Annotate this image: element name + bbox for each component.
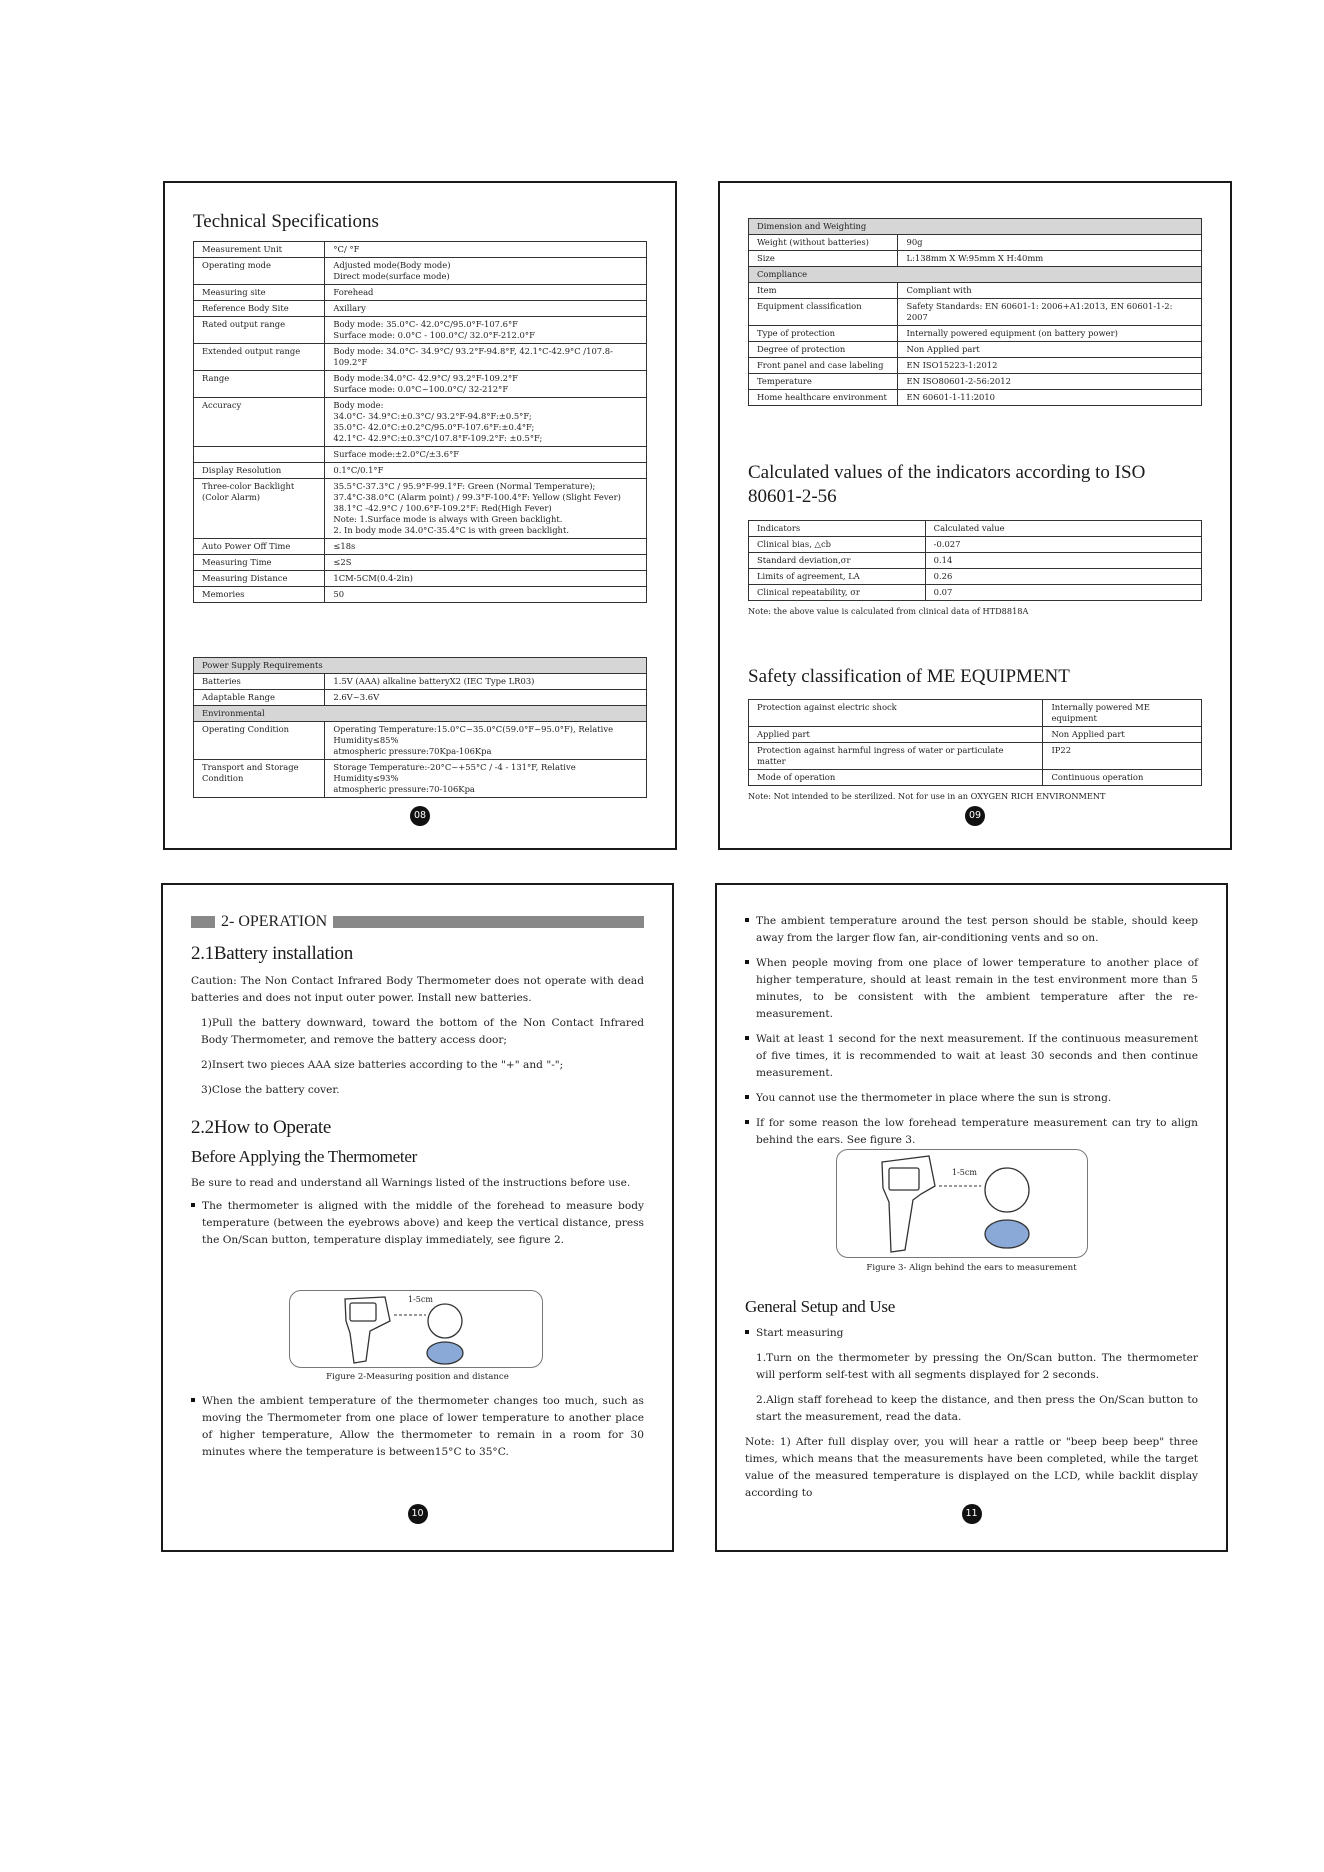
bullet-wait-measurement: Wait at least 1 second for the next measurement. If the continuous measurement of five times, it is recommended to wait at least 30 seconds and then continue measurement.: [745, 1031, 1198, 1082]
row-label-cell: Standard deviation,σr: [749, 553, 926, 569]
row-label-cell: Auto Power Off Time: [194, 539, 325, 555]
row-label-cell: Measuring Distance: [194, 571, 325, 587]
table-row: [194, 285, 647, 301]
row-value-cell: Storage Temperature:-20°C~+55°C / -4 - 131°F, Relative Humidity≤93% atmospheric pressure:70-106Kpa: [325, 760, 647, 798]
row-value-cell: 0.26: [925, 569, 1201, 585]
baby-head: [985, 1168, 1029, 1212]
table-row: [194, 242, 647, 258]
row-label-cell: Protection against electric shock: [749, 700, 1043, 727]
thermometer-shape: [882, 1156, 935, 1252]
manual-page-09: [718, 181, 1232, 850]
baby-head: [428, 1304, 462, 1338]
row-value-cell: 1.5V (AAA) alkaline batteryX2 (IEC Type LR03): [325, 674, 647, 690]
row-label-cell: Operating mode: [194, 258, 325, 285]
row-label-cell: Operating Condition: [194, 722, 325, 760]
row-value-cell: Axillary: [325, 301, 647, 317]
table-row: [194, 722, 647, 760]
row-value-cell: 1CM-5CM(0.4-2in): [325, 571, 647, 587]
chapter-bar-right: [333, 916, 644, 928]
chapter-title: 2- OPERATION: [221, 913, 328, 930]
row-label-cell: Rated output range: [194, 317, 325, 344]
table-row: [749, 235, 1202, 251]
row-value-cell: Body mode:34.0°C- 42.9°C/ 93.2°F-109.2°F Surface mode: 0.0°C~100.0°C/ 32-212°F: [325, 371, 647, 398]
table-row: [194, 398, 647, 447]
row-value-cell: °C/ °F: [325, 242, 647, 258]
bullet-start-measuring: Start measuring: [745, 1325, 1198, 1342]
table-row: [749, 283, 1202, 299]
page-number: 09: [965, 806, 985, 826]
row-value-cell: -0.027: [925, 537, 1201, 553]
row-value-cell: ≤18s: [325, 539, 647, 555]
dimension-compliance-table: [748, 218, 1202, 406]
row-label-cell: Equipment classification: [749, 299, 898, 326]
table-row: [194, 258, 647, 285]
row-label-cell: Batteries: [194, 674, 325, 690]
table-section-header: [194, 658, 647, 674]
power-environment-table: [193, 657, 647, 798]
row-value-cell: 35.5°C-37.3°C / 95.9°F-99.1°F: Green (Normal Temperature); 37.4°C-38.0°C (Alarm point) / 99.3°F-100.4°F: Yellow (Slight Fever) 38.1°C -42.9°C / 100.6°F-109.2°F: Red(High Fever) Note: 1.Surface mode is always with Green backlight. 2. In body mode 34.0°C-35.4°C is with green backlight.: [325, 479, 647, 539]
table-row: [194, 690, 647, 706]
row-value-cell: 90g: [898, 235, 1202, 251]
table-section-header: [749, 267, 1202, 283]
table-row: [194, 301, 647, 317]
row-label-cell: Accuracy: [194, 398, 325, 447]
row-value-cell: 0.1°C/0.1°F: [325, 463, 647, 479]
row-label-cell: Temperature: [749, 374, 898, 390]
section-header-cell: Power Supply Requirements: [194, 658, 647, 674]
row-value-cell: 50: [325, 587, 647, 603]
row-label-cell: Reference Body Site: [194, 301, 325, 317]
table-row: [749, 521, 1202, 537]
row-value-cell: Body mode: 34.0°C- 34.9°C:±0.3°C/ 93.2°F-94.8°F:±0.5°F; 35.0°C- 42.0°C:±0.2°C/95.0°F-107.6°F:±0.4°F; 42.1°C- 42.9°C:±0.3°C/107.8°F-109.2°F: ±0.5°F;: [325, 398, 647, 447]
distance-label: 1-5cm: [952, 1168, 977, 1177]
table-row: [749, 770, 1202, 786]
bullet-ambient-change: When the ambient temperature of the thermometer changes too much, such as moving the Thermometer from one place of lower temperature to another place of higher temperature, Allow the thermometer to remain in a room for 30 minutes where the temperature is between15°C to 35°C.: [191, 1393, 644, 1461]
step-2: 2)Insert two pieces AAA size batteries according to the "+" and "-";: [201, 1059, 564, 1071]
page-number: 11: [962, 1504, 982, 1524]
row-label-cell: Display Resolution: [194, 463, 325, 479]
table-row: [194, 571, 647, 587]
row-label-cell: Measurement Unit: [194, 242, 325, 258]
row-label-cell: Limits of agreement, LA: [749, 569, 926, 585]
row-label-cell: Home healthcare environment: [749, 390, 898, 406]
row-label-cell: Measuring site: [194, 285, 325, 301]
thermometer-ear-drawing: [837, 1150, 1087, 1257]
row-label-cell: Clinical bias, △cb: [749, 537, 926, 553]
row-label-cell: Front panel and case labeling: [749, 358, 898, 374]
manual-page-10: [161, 883, 674, 1552]
thermometer-screen: [889, 1168, 919, 1190]
row-value-cell: 0.07: [925, 585, 1201, 601]
row-label-cell: Mode of operation: [749, 770, 1043, 786]
table-row: [749, 251, 1202, 267]
row-value-cell: Surface mode:±2.0°C/±3.6°F: [325, 447, 647, 463]
safety-classification-title: Safety classification of ME EQUIPMENT: [748, 666, 1070, 687]
baby-body: [427, 1342, 463, 1364]
row-value-cell: Continuous operation: [1043, 770, 1202, 786]
row-value-cell: EN ISO15223-1:2012: [898, 358, 1202, 374]
manual-page-08: [163, 181, 677, 850]
bullet-stable-ambient: The ambient temperature around the test person should be stable, should keep away from the larger flow fan, air-conditioning vents and so on.: [745, 913, 1198, 947]
table-row: [749, 727, 1202, 743]
table-section-header: [749, 219, 1202, 235]
table-row: [749, 390, 1202, 406]
table-row: [194, 344, 647, 371]
row-label-cell: Range: [194, 371, 325, 398]
bullet-moving-places: When people moving from one place of lower temperature to another place of higher temperature, should at least remain in the test environment more than 5 minutes, to be consistent with the ambient temperature after the re-measurement.: [745, 955, 1198, 1023]
before-applying-title: Before Applying the Thermometer: [191, 1147, 417, 1166]
row-label-cell: Transport and Storage Condition: [194, 760, 325, 798]
row-label-cell: Size: [749, 251, 898, 267]
figure-2-illustration: [289, 1290, 543, 1368]
row-value-cell: 0.14: [925, 553, 1201, 569]
row-value-cell: EN ISO80601-2-56:2012: [898, 374, 1202, 390]
row-label-cell: Indicators: [749, 521, 926, 537]
table-row: [749, 553, 1202, 569]
bullet-forehead: The thermometer is aligned with the middle of the forehead to measure body temperature (between the eyebrows above) and keep the vertical distance, press the On/Scan button, temperature display immediately, see figure 2.: [191, 1198, 644, 1249]
table-row: [749, 358, 1202, 374]
row-label-cell: [194, 447, 325, 463]
technical-specifications-title: Technical Specifications: [193, 211, 379, 232]
table-row: [749, 569, 1202, 585]
distance-label: 1-5cm: [408, 1295, 433, 1304]
row-value-cell: Forehead: [325, 285, 647, 301]
table-row: [194, 587, 647, 603]
row-label-cell: Measuring Time: [194, 555, 325, 571]
row-value-cell: IP22: [1043, 743, 1202, 770]
row-label-cell: Clinical repeatability, σr: [749, 585, 926, 601]
specifications-table: [193, 241, 647, 603]
section-header-cell: Environmental: [194, 706, 647, 722]
row-value-cell: Internally powered ME equipment: [1043, 700, 1202, 727]
chapter-heading: [191, 913, 644, 931]
table-row: [194, 317, 647, 344]
row-label-cell: Type of protection: [749, 326, 898, 342]
setup-step-1: 1.Turn on the thermometer by pressing the On/Scan button. The thermometer will perform self-test with all segments displayed for 2 seconds.: [756, 1352, 1198, 1381]
table-row: [194, 463, 647, 479]
row-value-cell: Compliant with: [898, 283, 1202, 299]
row-value-cell: Adjusted mode(Body mode) Direct mode(surface mode): [325, 258, 647, 285]
row-value-cell: Calculated value: [925, 521, 1201, 537]
row-value-cell: Operating Temperature:15.0°C~35.0°C(59.0°F~95.0°F), Relative Humidity≤85% atmospheric pressure:70Kpa-106Kpa: [325, 722, 647, 760]
figure-3-illustration: [836, 1149, 1088, 1258]
row-value-cell: 2.6V~3.6V: [325, 690, 647, 706]
table-row: [194, 760, 647, 798]
section-header-cell: Compliance: [749, 267, 1202, 283]
table-row: [749, 299, 1202, 326]
row-value-cell: Body mode: 35.0°C- 42.0°C/95.0°F-107.6°F Surface mode: 0.0°C - 100.0°C/ 32.0°F-212.0°F: [325, 317, 647, 344]
before-text: Be sure to read and understand all Warnings listed of the instructions before use.: [191, 1177, 631, 1189]
chapter-bar-left: [191, 916, 215, 928]
row-label-cell: Applied part: [749, 727, 1043, 743]
figure-2-caption: Figure 2-Measuring position and distance: [326, 1372, 509, 1382]
row-label-cell: Weight (without batteries): [749, 235, 898, 251]
table-row: [194, 371, 647, 398]
row-value-cell: Internally powered equipment (on battery power): [898, 326, 1202, 342]
table-row: [194, 539, 647, 555]
row-value-cell: Non Applied part: [898, 342, 1202, 358]
section-header-cell: Dimension and Weighting: [749, 219, 1202, 235]
table-row: [194, 555, 647, 571]
table-section-header: [194, 706, 647, 722]
thermometer-screen: [350, 1303, 376, 1321]
step-1: 1)Pull the battery downward, toward the bottom of the Non Contact Infrared Body Thermometer, and remove the battery access door;: [201, 1017, 644, 1046]
table-row: [749, 743, 1202, 770]
row-label-cell: Item: [749, 283, 898, 299]
row-value-cell: Safety Standards: EN 60601-1: 2006+A1:2013, EN 60601-1-2: 2007: [898, 299, 1202, 326]
row-label-cell: Degree of protection: [749, 342, 898, 358]
row-value-cell: Non Applied part: [1043, 727, 1202, 743]
safety-table: [748, 699, 1202, 786]
calculated-values-table: [748, 520, 1202, 601]
safety-note: Note: Not intended to be sterilized. Not for use in an OXYGEN RICH ENVIRONMENT: [748, 791, 1106, 801]
bullet-sun: You cannot use the thermometer in place where the sun is strong.: [745, 1090, 1198, 1107]
row-value-cell: EN 60601-1-11:2010: [898, 390, 1202, 406]
table-row: [194, 479, 647, 539]
table-row: [749, 374, 1202, 390]
manual-page-11: [715, 883, 1228, 1552]
thermometer-shape: [345, 1297, 390, 1363]
general-setup-title: General Setup and Use: [745, 1297, 895, 1316]
battery-installation-title: 2.1Battery installation: [191, 943, 353, 964]
row-label-cell: Protection against harmful ingress of water or particulate matter: [749, 743, 1043, 770]
table-row: [749, 326, 1202, 342]
row-label-cell: Adaptable Range: [194, 690, 325, 706]
calculated-values-title: Calculated values of the indicators according to ISO 80601-2-56: [748, 462, 1146, 507]
how-to-operate-title: 2.2How to Operate: [191, 1117, 331, 1138]
table-row: [749, 700, 1202, 727]
caution-text: Caution: The Non Contact Infrared Body Thermometer does not operate with dead batteries and does not input outer power. Install new batteries.: [191, 975, 644, 1004]
row-value-cell: L:138mm X W:95mm X H:40mm: [898, 251, 1202, 267]
baby-body: [985, 1220, 1029, 1248]
bullet-behind-ears: If for some reason the low forehead temperature measurement can try to align behind the ears. See figure 3.: [745, 1115, 1198, 1149]
table-row: [749, 585, 1202, 601]
row-value-cell: ≤2S: [325, 555, 647, 571]
beep-note: Note: 1) After full display over, you will hear a rattle or "beep beep beep" three times, which means that the measurements have been completed, while the target value of the measured temperature is displayed on the LCD, while backlit display according to: [745, 1436, 1198, 1499]
row-value-cell: Body mode: 34.0°C- 34.9°C/ 93.2°F-94.8°F, 42.1°C-42.9°C /107.8-109.2°F: [325, 344, 647, 371]
step-3: 3)Close the battery cover.: [201, 1084, 340, 1096]
table-row: [194, 674, 647, 690]
row-label-cell: Memories: [194, 587, 325, 603]
page-number: 08: [410, 806, 430, 826]
setup-step-2: 2.Align staff forehead to keep the distance, and then press the On/Scan button to start the measurement, read the data.: [756, 1394, 1198, 1423]
table-row: [194, 447, 647, 463]
row-label-cell: Extended output range: [194, 344, 325, 371]
figure-3-caption: Figure 3- Align behind the ears to measurement: [866, 1263, 1077, 1273]
page-number: 10: [408, 1504, 428, 1524]
table-row: [749, 537, 1202, 553]
calculated-note: Note: the above value is calculated from clinical data of HTD8818A: [748, 606, 1029, 616]
row-label-cell: Three-color Backlight (Color Alarm): [194, 479, 325, 539]
table-row: [749, 342, 1202, 358]
